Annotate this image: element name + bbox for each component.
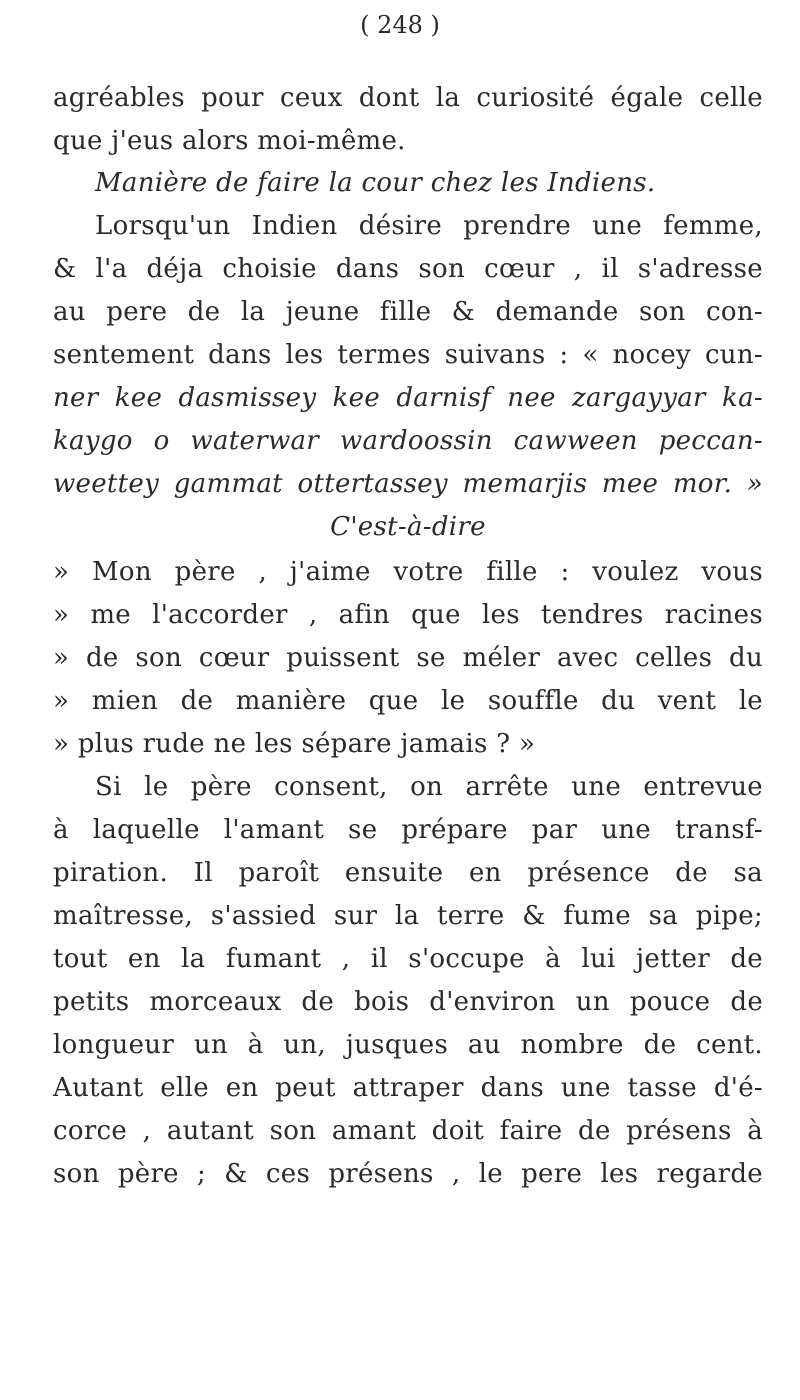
- text-line: corce , autant son amant doit faire de présens à: [53, 1116, 763, 1146]
- text-line: son père ; & ces présens , le pere les regarde: [53, 1159, 763, 1189]
- text-line: tout en la fumant , il s'occupe à lui jetter de: [53, 944, 763, 974]
- section-heading: Manière de faire la cour chez les Indiens.: [95, 168, 656, 198]
- text-line: Autant elle en peut attraper dans une tasse d'é-: [53, 1073, 763, 1103]
- quote-line: » Mon père , j'aime votre fille : voulez vous: [53, 557, 763, 587]
- text-line: sentement dans les termes suivans : « nocey cun-: [53, 340, 763, 370]
- section-subheading: C'est-à-dire: [330, 512, 486, 542]
- text-line: ner kee dasmissey kee darnisf nee zargayyar ka-: [53, 383, 763, 413]
- text-line: agréables pour ceux dont la curiosité égale celle: [53, 83, 763, 113]
- quote-line: » de son cœur puissent se méler avec celles du: [53, 643, 763, 673]
- quote-line: » mien de manière que le souffle du vent le: [53, 686, 763, 716]
- text-line: que j'eus alors moi-même.: [53, 126, 406, 156]
- text-line: kaygo o waterwar wardoossin cawween peccan-: [53, 426, 763, 456]
- text-line: maîtresse, s'assied sur la terre & fume sa pipe;: [53, 901, 763, 931]
- text-line: Si le père consent, on arrête une entrevue: [95, 772, 763, 802]
- quote-line: » plus rude ne les sépare jamais ? »: [53, 729, 536, 759]
- quote-line: » me l'accorder , afin que les tendres racines: [53, 600, 763, 630]
- page-number: ( 248 ): [360, 11, 440, 39]
- text-line: petits morceaux de bois d'environ un pouce de: [53, 987, 763, 1017]
- text-line: Lorsqu'un Indien désire prendre une femme,: [95, 211, 763, 241]
- text-line: & l'a déja choisie dans son cœur , il s'adresse: [53, 254, 763, 284]
- text-line: au pere de la jeune fille & demande son con-: [53, 297, 763, 327]
- text-line: à laquelle l'amant se prépare par une transf-: [53, 815, 763, 845]
- text-line: weettey gammat ottertassey memarjis mee mor. »: [53, 469, 763, 499]
- text-line: longueur un à un, jusques au nombre de cent.: [53, 1030, 763, 1060]
- text-line: piration. Il paroît ensuite en présence de sa: [53, 858, 763, 888]
